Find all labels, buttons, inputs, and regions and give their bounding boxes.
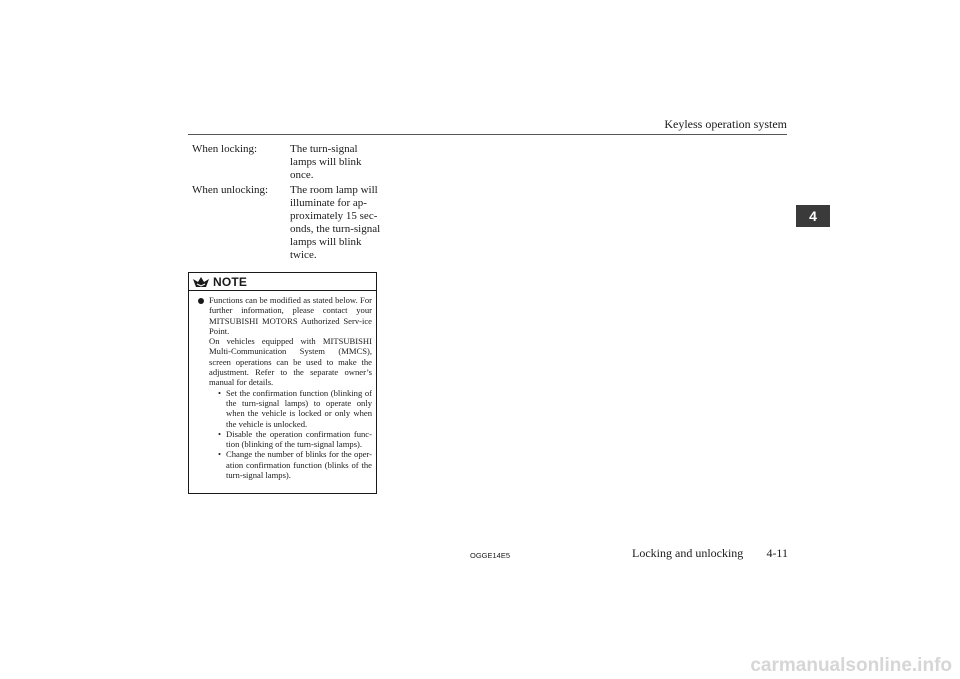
note-paragraph-1: Functions can be modified as stated below. For further information, please contact your MITSUBISHI MOTORS Authorized Serv-ice Point. <box>209 295 372 336</box>
note-paragraph-2: On vehicles equipped with MITSUBISHI Multi-Communication System (MMCS), screen operations can be used to make the adjustment. Refer to the separate owner’s manual for details. <box>209 336 372 388</box>
watermark: carmanualsonline.info <box>750 655 952 676</box>
unlocking-label: When unlocking: <box>192 184 269 196</box>
header-section-title: Keyless operation system <box>664 117 787 131</box>
note-sub-list <box>209 388 372 481</box>
unlocking-value: The room lamp will illuminate for ap-proximately 15 sec-onds, the turn-signal lamps will blink twice. <box>290 184 381 261</box>
note-list-item: • Disable the operation confirmation func-tion (blinking of the turn-signal lamps). <box>218 429 372 450</box>
locking-value: The turn-signal lamps will blink once. <box>290 143 362 181</box>
note-hand-icon <box>192 276 210 288</box>
footer-section: Locking and unlocking <box>632 546 744 560</box>
footer-code: OGGE14E5 <box>469 551 511 560</box>
note-list-item: • Set the confirmation function (blinking of the turn-signal lamps) to operate only when the vehicle is locked or only when the vehicle is unlocked. <box>218 388 372 429</box>
note-header <box>189 273 376 291</box>
header-rule <box>188 134 787 135</box>
note-body <box>189 291 376 480</box>
footer-page-number: 4-11 <box>766 546 788 560</box>
note-title: NOTE <box>213 274 248 289</box>
note-box <box>188 272 377 494</box>
chapter-tab[interactable]: 4 <box>796 205 830 227</box>
note-list-item: • Change the number of blinks for the oper-ation confirmation function (blinks of the turn-signal lamps). <box>218 449 372 480</box>
note-bullet-icon <box>198 298 204 304</box>
locking-label: When locking: <box>192 143 258 155</box>
